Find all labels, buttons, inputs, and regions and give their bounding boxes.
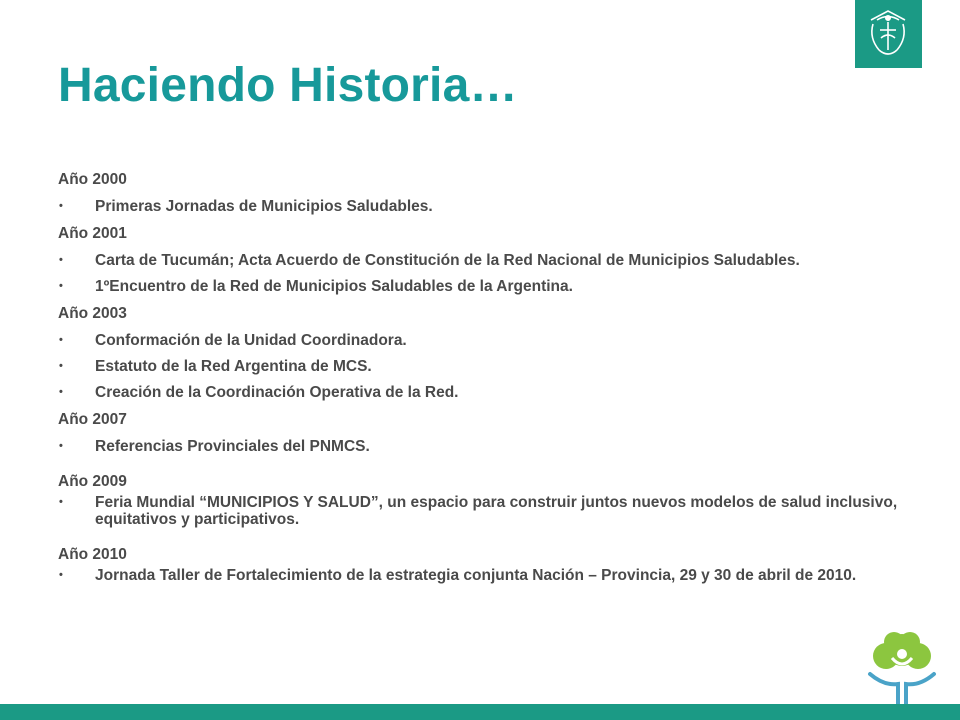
bullet-icon: • [59, 360, 63, 372]
list-item-text: Referencias Provinciales del PNMCS. [95, 438, 370, 455]
year-label: Año 2009 [58, 473, 127, 490]
list-item [58, 332, 918, 349]
bullet-icon: • [59, 569, 63, 581]
list-item-text: Estatuto de la Red Argentina de MCS. [95, 358, 372, 375]
list-item [58, 567, 918, 584]
list-item-text: 1ºEncuentro de la Red de Municipios Saludables de la Argentina. [95, 278, 573, 295]
list-item-text: Jornada Taller de Fortalecimiento de la estrategia conjunta Nación – Provincia, 29 y 30 de abril de 2010. [95, 567, 857, 584]
list-item-text: Conformación de la Unidad Coordinadora. [95, 332, 407, 349]
timeline [58, 170, 918, 593]
list-item-text: Primeras Jornadas de Municipios Saludables. [95, 198, 433, 215]
bullet-icon: • [59, 200, 63, 212]
year-label: Año 2001 [58, 225, 127, 242]
list-item [58, 438, 918, 455]
list-item [58, 278, 918, 295]
list-item [58, 384, 918, 401]
tree-hands-logo-icon [860, 628, 944, 712]
year-label: Año 2007 [58, 411, 127, 428]
bullet-icon: • [59, 334, 63, 346]
province-emblem-icon [855, 0, 922, 68]
year-label: Año 2000 [58, 171, 127, 188]
bullet-icon: • [59, 386, 63, 398]
list-item [58, 252, 918, 269]
footer-bar [0, 704, 960, 720]
list-item-text: Creación de la Coordinación Operativa de la Red. [95, 384, 459, 401]
bullet-icon: • [59, 280, 63, 292]
province-emblem-logo [855, 0, 922, 68]
list-item [58, 198, 918, 215]
list-item-text: Feria Mundial “MUNICIPIOS Y SALUD”, un espacio para construir juntos nuevos modelos de salud inclusivo, equitativos y participativos. [95, 494, 898, 528]
page-title: Haciendo Historia… [58, 59, 518, 112]
bullet-icon: • [59, 496, 63, 508]
list-item [58, 358, 918, 375]
bullet-icon: • [59, 440, 63, 452]
list-item [58, 494, 918, 528]
list-item-text: Carta de Tucumán; Acta Acuerdo de Constitución de la Red Nacional de Municipios Saludables. [95, 252, 800, 269]
year-label: Año 2003 [58, 305, 127, 322]
year-label: Año 2010 [58, 546, 127, 563]
bullet-icon: • [59, 254, 63, 266]
